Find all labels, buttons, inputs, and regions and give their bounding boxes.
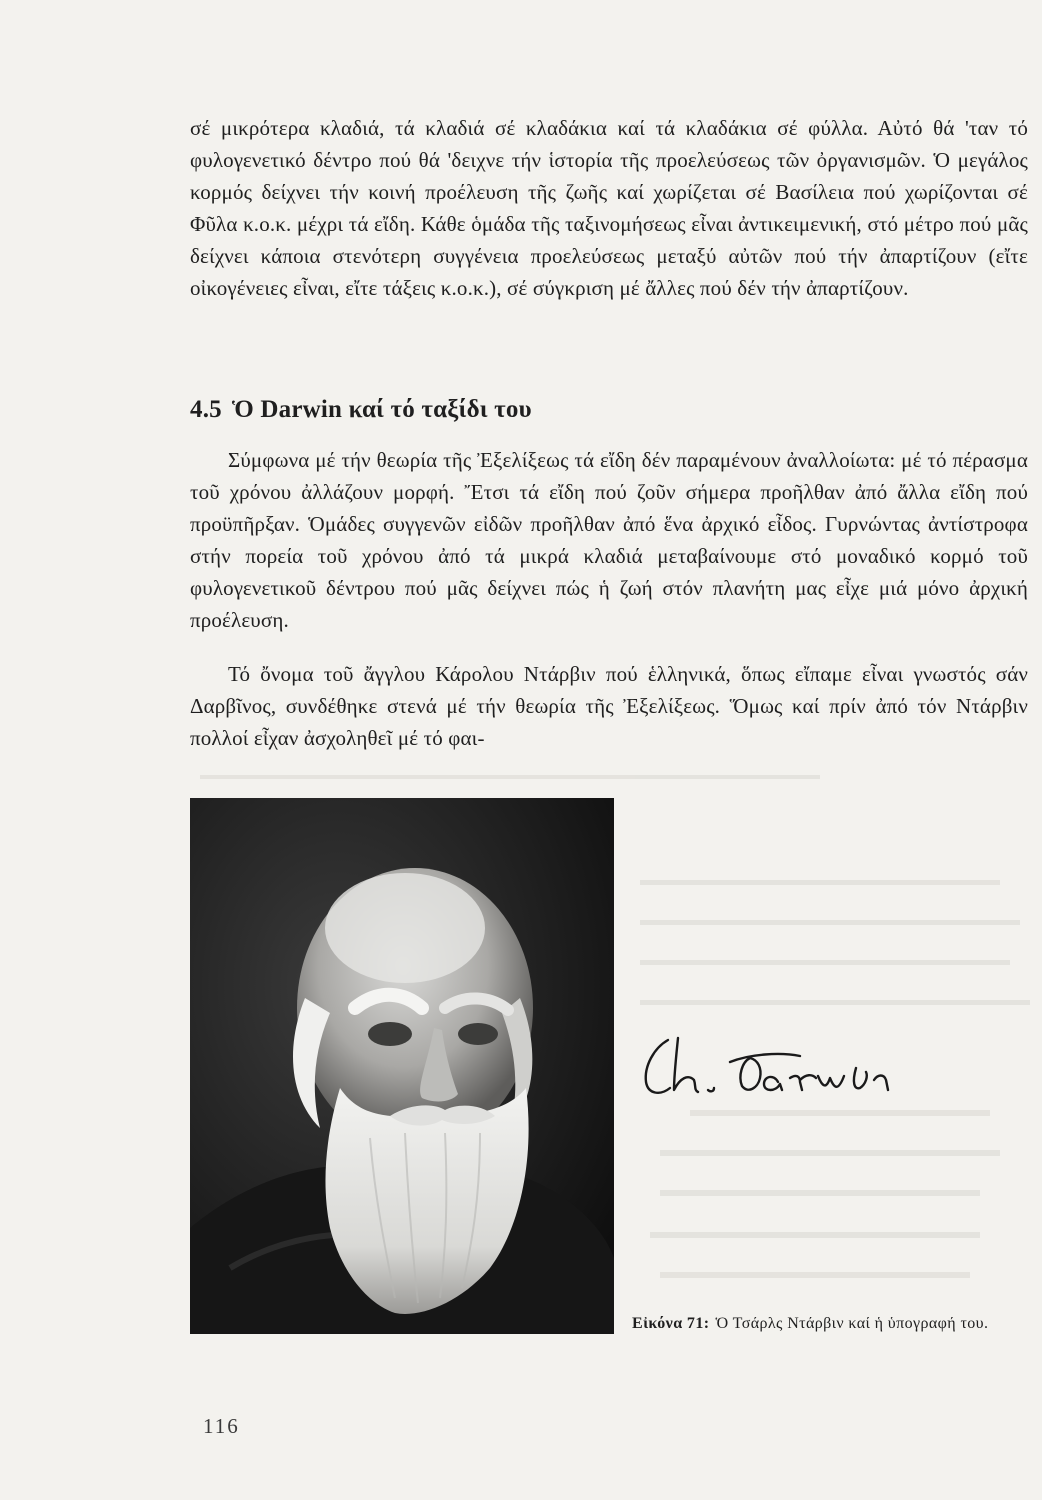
figure-caption <box>632 1310 1012 1338</box>
signature-icon <box>630 1028 960 1108</box>
section-title-rest: καί τό ταξίδι του <box>348 396 532 423</box>
paragraph-2: Τό ὄνομα τοῦ ἄγγλου Κάρολου Ντάρβιν πού ἑλληνικά, ὅπως εἴπαμε εἶναι γνωστός σάν Δαρβῖνος, συνδέθηκε στενά μέ τήν θεωρία τῆς Ἐξελίξεως. Ὅμως καί πρίν ἀπό τόν Ντάρβιν πολλοί εἶχαν ἀσχοληθεῖ μέ τό φαι- <box>190 662 1028 750</box>
caption-label: Εἰκόνα 71: <box>632 1315 710 1332</box>
caption-text: Ὁ Τσάρλς Ντάρβιν καί ἡ ὑπογραφή του. <box>715 1315 989 1332</box>
portrait-illustration-icon <box>190 798 614 1334</box>
section-number: 4.5 <box>190 396 222 423</box>
page-number: 116 <box>203 1414 240 1438</box>
portrait-photo-icon <box>190 798 614 1334</box>
section-title-prefix: Ὁ Darwin <box>231 396 343 423</box>
section-heading <box>190 396 532 424</box>
paragraph-top: σέ μικρότερα κλαδιά, τά κλαδιά σέ κλαδάκια καί τά κλαδάκια σέ φύλλα. Αὐτό θά 'ταν τό φυλογενετικό δέντρο πού θά 'δειχνε τήν ἱστορία τῆς προελεύσεως τῶν ὀργανισμῶν. Ὁ μεγάλος κορμός δείχνει τήν κοινή προέλευση τῆς ζωῆς καί χωρίζεται σέ Βασίλεια πού χωρίζονται σέ Φῦλα κ.ο.κ. μέχρι τά εἴδη. Κάθε ὁμάδα τῆς ταξινομήσεως εἶναι ἀντικειμενική, στό μέτρο πού μᾶς δείχνει κάποια στενότερη συγγένεια προελεύσεως μεταξύ αὐτῶν πού τήν ἀπαρτίζουν (εἴτε οἰκογένειες εἶναι, εἴτε τάξεις κ.ο.κ.), σέ σύγκριση μέ ἄλλες πού δέν τήν ἀπαρτίζουν. <box>190 116 1028 300</box>
paragraph-1: Σύμφωνα μέ τήν θεωρία τῆς Ἐξελίξεως τά εἴδη δέν παραμένουν ἀναλλοίωτα: μέ τό πέρασμα τοῦ χρόνου ἀλλάζουν μορφή. Ἔτσι τά εἴδη πού ζοῦν σήμερα προῆλθαν ἀπό ἄλλα εἴδη πού προϋπῆρξαν. Ὁμάδες συγγενῶν εἰδῶν προῆλθαν ἀπό ἕνα ἀρχικό εἶδος. Γυρνώντας ἀντίστροφα στήν πορεία τοῦ χρόνου ἀπό τά μικρά κλαδιά μεταβαίνουμε στό μοναδικό κορμό τοῦ φυλογενετικοῦ δέντρου πού μᾶς δείχνει πώς ἡ ζωή στόν πλανήτη μας εἶχε μιά μόνο ἀρχική προέλευση. <box>190 448 1028 632</box>
